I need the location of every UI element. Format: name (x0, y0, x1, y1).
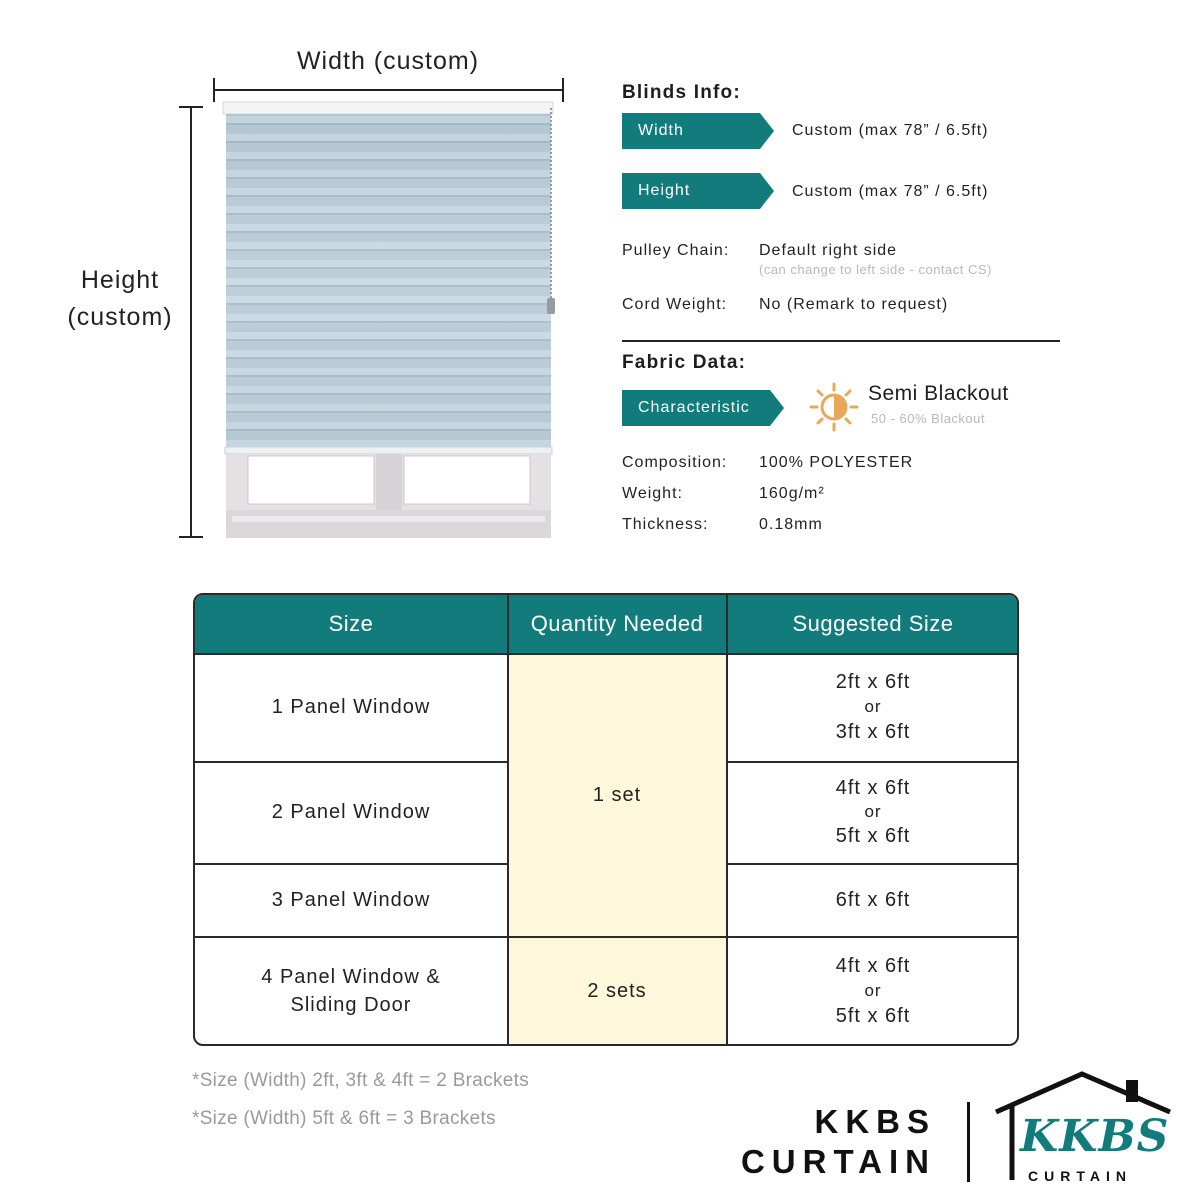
cord-weight-value: No (Remark to request) (759, 296, 949, 313)
size-1: 1 Panel Window (271, 696, 431, 718)
suggested-cell-1 (727, 653, 1019, 761)
header-size: Size (195, 595, 507, 653)
width-tag-label: Width (638, 122, 684, 139)
header-suggested-size: Suggested Size (727, 595, 1019, 653)
pleated-blind-illustration (218, 98, 563, 540)
suggested-1a: 2ft x 6ft (835, 671, 911, 693)
size-guide-table (193, 593, 1019, 1046)
height-label (40, 262, 200, 336)
size-4-line1: 4 Panel Window & (261, 966, 441, 988)
grid-line (727, 761, 1019, 763)
suggested-4a: 4ft x 6ft (835, 955, 911, 977)
half-sun-icon (808, 381, 860, 433)
pulley-chain-note: (can change to left side - contact CS) (759, 262, 992, 277)
height-tag-label: Height (638, 182, 691, 199)
suggested-cell-4 (727, 936, 1019, 1046)
suggested-1-or: or (864, 697, 882, 716)
width-tag (622, 113, 774, 149)
pulley-chain-label: Pulley Chain: (622, 242, 730, 259)
suggested-2a: 4ft x 6ft (835, 777, 911, 799)
size-3: 3 Panel Window (271, 888, 431, 911)
height-tag (622, 173, 774, 209)
characteristic-tag-label: Characteristic (638, 399, 750, 416)
characteristic-value: Semi Blackout (868, 382, 1009, 405)
suggested-cell-3 (727, 863, 1019, 936)
pulley-chain-value: Default right side (759, 242, 898, 259)
grid-line (507, 595, 509, 1046)
brand-line2: CURTAIN (740, 1143, 936, 1180)
grid-line (726, 595, 728, 1046)
blinds-info-title: Blinds Info: (622, 82, 741, 103)
characteristic-note: 50 - 60% Blackout (871, 411, 986, 426)
header-quantity: Quantity Needed (507, 595, 727, 653)
suggested-2b: 5ft x 6ft (835, 825, 911, 847)
suggested-2-or: or (864, 802, 882, 821)
suggested-3: 6ft x 6ft (835, 888, 911, 911)
suggested-4-or: or (864, 981, 882, 1000)
size-cell-2 (195, 761, 507, 863)
thickness-value: 0.18mm (759, 516, 823, 533)
size-2: 2 Panel Window (271, 801, 431, 823)
width-label: Width (custom) (296, 47, 480, 75)
height-value: Custom (max 78” / 6.5ft) (792, 183, 989, 200)
grid-line (727, 863, 1019, 865)
grid-line (195, 936, 1019, 938)
logo-script-text: KKBS (1020, 1111, 1170, 1162)
composition-label: Composition: (622, 454, 728, 471)
quantity-cell-1 (507, 653, 727, 936)
grid-line (195, 863, 507, 865)
characteristic-tag (622, 390, 784, 426)
footnote-2: *Size (Width) 5ft & 6ft = 3 Brackets (192, 1108, 496, 1129)
height-label-line2: (custom) (67, 303, 173, 331)
quantity-cell-2 (507, 936, 727, 1046)
logo-sub-text: CURTAIN (1028, 1168, 1132, 1184)
brand-logo (990, 1068, 1185, 1188)
section-divider (622, 340, 1060, 342)
size-cell-4 (195, 936, 507, 1046)
height-label-line1: Height (80, 266, 160, 294)
composition-value: 100% POLYESTER (759, 454, 914, 471)
brand-line1: KKBS (814, 1103, 936, 1140)
thickness-label: Thickness: (622, 516, 709, 533)
size-4-line2: Sliding Door (290, 994, 412, 1016)
size-cell-3 (195, 863, 507, 936)
brand-name (700, 1102, 936, 1182)
fabric-data-title: Fabric Data: (622, 352, 747, 373)
weight-label: Weight: (622, 485, 683, 502)
quantity-2: 2 sets (587, 980, 647, 1002)
quantity-1: 1 set (592, 783, 642, 806)
cord-weight-label: Cord Weight: (622, 296, 728, 313)
suggested-4b: 5ft x 6ft (835, 1005, 911, 1027)
grid-line (195, 761, 507, 763)
grid-line (195, 653, 1019, 655)
size-cell-1 (195, 653, 507, 761)
suggested-cell-2 (727, 761, 1019, 863)
footnote-1: *Size (Width) 2ft, 3ft & 4ft = 2 Brackets (192, 1070, 530, 1091)
width-value: Custom (max 78” / 6.5ft) (792, 122, 989, 139)
brand-divider (967, 1102, 970, 1182)
suggested-1b: 3ft x 6ft (835, 721, 911, 743)
weight-value: 160g/m² (759, 485, 825, 502)
